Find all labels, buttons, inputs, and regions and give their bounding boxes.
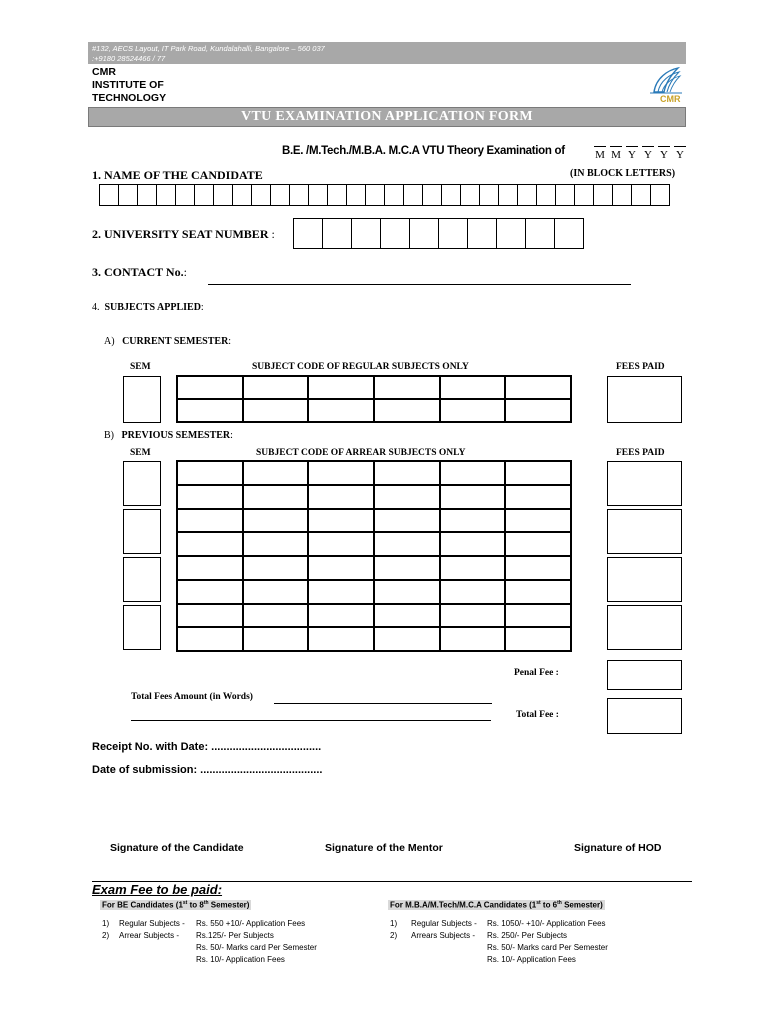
subject-code-cell[interactable] bbox=[177, 580, 243, 604]
letter-cell[interactable] bbox=[574, 184, 594, 206]
letter-cell[interactable] bbox=[650, 184, 670, 206]
letter-cell[interactable] bbox=[498, 184, 518, 206]
be-application-value: Rs. 10/- Application Fees bbox=[196, 955, 285, 964]
cmr-logo bbox=[646, 64, 686, 106]
letter-cell[interactable] bbox=[99, 184, 119, 206]
subject-code-cell[interactable] bbox=[243, 627, 309, 651]
subject-code-cell[interactable] bbox=[440, 580, 506, 604]
subject-code-cell[interactable] bbox=[374, 532, 440, 556]
letter-cell[interactable] bbox=[251, 184, 271, 206]
colon: : bbox=[200, 302, 204, 313]
subject-code-cell[interactable] bbox=[243, 604, 309, 628]
letter-cell[interactable] bbox=[409, 218, 439, 249]
colon: : bbox=[271, 227, 275, 241]
previous-sem-box[interactable] bbox=[123, 509, 161, 554]
subject-code-cell[interactable] bbox=[374, 399, 440, 422]
current-subject-grid[interactable] bbox=[176, 375, 572, 423]
subject-code-cell[interactable] bbox=[177, 604, 243, 628]
letter-cell[interactable] bbox=[289, 184, 309, 206]
mentor-signature: Signature of the Mentor bbox=[325, 842, 443, 854]
letter-cell[interactable] bbox=[554, 218, 584, 249]
phone-line: :+9180 28524466 / 77 bbox=[92, 54, 166, 63]
subject-code-cell[interactable] bbox=[440, 532, 506, 556]
total-words-field[interactable] bbox=[274, 703, 492, 704]
previous-sem-box[interactable] bbox=[123, 461, 161, 506]
current-fees-box[interactable] bbox=[607, 376, 682, 423]
fees-paid-header: FEES PAID bbox=[616, 362, 665, 372]
letter-cell[interactable] bbox=[365, 184, 385, 206]
current-semester-text: CURRENT SEMESTER bbox=[122, 336, 229, 347]
candidate-name-field[interactable] bbox=[100, 184, 670, 206]
subject-code-cell[interactable] bbox=[243, 509, 309, 533]
subject-code-cell[interactable] bbox=[308, 580, 374, 604]
mba-marks-card-value: Rs. 50/- Marks card Per Semester bbox=[487, 943, 608, 952]
receipt-label: Receipt No. with Date: .................................... bbox=[92, 741, 322, 753]
exam-fee-heading: Exam Fee to be paid: bbox=[92, 882, 223, 897]
letter-cell[interactable] bbox=[270, 184, 290, 206]
previous-sem-box[interactable] bbox=[123, 557, 161, 602]
subject-code-cell[interactable] bbox=[177, 485, 243, 509]
be-fee-title: For BE Candidates (1st to 8th Semester) bbox=[102, 900, 250, 910]
colon: : bbox=[228, 336, 232, 347]
arrear-code-header: SUBJECT CODE OF ARREAR SUBJECTS ONLY bbox=[256, 448, 466, 458]
mba-fee-title: For M.B.A/M.Tech/M.C.A Candidates (1st to 6th Semester) bbox=[390, 900, 603, 910]
letter-cell[interactable] bbox=[346, 184, 366, 206]
current-semester-label bbox=[104, 336, 231, 347]
subject-code-cell[interactable] bbox=[243, 399, 309, 422]
mba-row-number: 2) bbox=[390, 931, 398, 940]
letter-cell[interactable] bbox=[293, 218, 323, 249]
subject-code-cell[interactable] bbox=[243, 556, 309, 580]
swan-icon bbox=[646, 64, 686, 96]
institute-line: CMR bbox=[92, 66, 116, 78]
total-fee-box[interactable] bbox=[607, 698, 682, 734]
letter-cell[interactable] bbox=[517, 184, 537, 206]
letter-cell[interactable] bbox=[351, 218, 381, 249]
block-letters-note: (IN BLOCK LETTERS) bbox=[570, 168, 676, 179]
subject-code-cell[interactable] bbox=[505, 580, 571, 604]
arrear-subject-grid[interactable] bbox=[176, 460, 572, 652]
letter-cell[interactable] bbox=[118, 184, 138, 206]
letter-cell[interactable] bbox=[156, 184, 176, 206]
previous-fees-box[interactable] bbox=[607, 461, 682, 506]
subject-code-cell[interactable] bbox=[374, 376, 440, 399]
usn-field[interactable] bbox=[294, 218, 584, 249]
submission-label: Date of submission: ........................................ bbox=[92, 764, 323, 776]
mba-regular-label: Regular Subjects - bbox=[411, 919, 477, 928]
subject-code-cell[interactable] bbox=[308, 399, 374, 422]
logo-text: CMR bbox=[660, 94, 681, 104]
previous-sem-box[interactable] bbox=[123, 605, 161, 650]
fees-paid-header: FEES PAID bbox=[616, 448, 665, 458]
usn-label-text: UNIVERSITY SEAT NUMBER bbox=[104, 227, 269, 241]
previous-fees-box[interactable] bbox=[607, 605, 682, 650]
letter-cell[interactable] bbox=[479, 184, 499, 206]
total-words-field-line2[interactable] bbox=[131, 720, 491, 721]
subject-code-cell[interactable] bbox=[505, 604, 571, 628]
subject-code-cell[interactable] bbox=[440, 485, 506, 509]
date-letter: Y bbox=[642, 146, 654, 161]
letter-cell[interactable] bbox=[194, 184, 214, 206]
subject-code-cell[interactable] bbox=[308, 532, 374, 556]
be-arrear-value: Rs.125/- Per Subjects bbox=[196, 931, 274, 940]
mba-row-number: 1) bbox=[390, 919, 398, 928]
item-number: 1. bbox=[92, 168, 101, 182]
letter-cell[interactable] bbox=[496, 218, 526, 249]
form-title: VTU EXAMINATION APPLICATION FORM bbox=[241, 109, 533, 124]
candidate-signature: Signature of the Candidate bbox=[110, 842, 244, 854]
sem-header: SEM bbox=[130, 448, 151, 458]
subject-code-cell[interactable] bbox=[177, 399, 243, 422]
name-label bbox=[92, 168, 263, 183]
subject-code-cell[interactable] bbox=[308, 461, 374, 485]
item-number: 3. bbox=[92, 265, 101, 279]
contact-field[interactable] bbox=[208, 284, 631, 285]
regular-code-header: SUBJECT CODE OF REGULAR SUBJECTS ONLY bbox=[252, 362, 469, 372]
subject-code-cell[interactable] bbox=[374, 509, 440, 533]
previous-semester-label bbox=[104, 430, 233, 441]
letter-cell[interactable] bbox=[422, 184, 442, 206]
letter-cell[interactable] bbox=[327, 184, 347, 206]
letter-cell[interactable] bbox=[555, 184, 575, 206]
letter-cell[interactable] bbox=[612, 184, 632, 206]
date-letter: M bbox=[610, 146, 622, 161]
letter-cell[interactable] bbox=[213, 184, 233, 206]
letter-cell[interactable] bbox=[460, 184, 480, 206]
subject-code-cell[interactable] bbox=[505, 532, 571, 556]
subject-code-cell[interactable] bbox=[177, 461, 243, 485]
date-letter: Y bbox=[658, 146, 670, 161]
exam-date-field[interactable] bbox=[594, 146, 686, 161]
date-letter: Y bbox=[674, 146, 686, 161]
subject-code-cell[interactable] bbox=[177, 627, 243, 651]
mba-arrear-label: Arrears Subjects - bbox=[411, 931, 476, 940]
subject-code-cell[interactable] bbox=[243, 580, 309, 604]
be-row-number: 1) bbox=[102, 919, 110, 928]
subject-code-cell[interactable] bbox=[505, 376, 571, 399]
letter-cell[interactable] bbox=[525, 218, 555, 249]
subject-code-cell[interactable] bbox=[505, 627, 571, 651]
colon: : bbox=[183, 265, 187, 279]
be-row-number: 2) bbox=[102, 931, 110, 940]
subject-code-cell[interactable] bbox=[505, 509, 571, 533]
be-arrear-label: Arrear Subjects - bbox=[119, 931, 180, 940]
subject-code-cell[interactable] bbox=[440, 556, 506, 580]
contact-label bbox=[92, 265, 187, 280]
subject-code-cell[interactable] bbox=[243, 461, 309, 485]
item-number: 2. bbox=[92, 227, 101, 241]
item-number: 4. bbox=[92, 302, 100, 313]
letter-cell[interactable] bbox=[593, 184, 613, 206]
address-line: #132, AECS Layout, IT Park Road, Kundalahalli, Bangalore – 560 037 bbox=[92, 44, 325, 53]
subjects-label-text: SUBJECTS APPLIED bbox=[104, 302, 201, 313]
total-words-label: Total Fees Amount (in Words) bbox=[131, 692, 253, 702]
total-fee-label: Total Fee : bbox=[516, 710, 559, 720]
mba-regular-value: Rs. 1050/- +10/- Application Fees bbox=[487, 919, 606, 928]
penal-fee-label: Penal Fee : bbox=[514, 668, 559, 678]
subject-code-cell[interactable] bbox=[308, 376, 374, 399]
subject-code-cell[interactable] bbox=[243, 532, 309, 556]
letter-cell[interactable] bbox=[403, 184, 423, 206]
subject-code-cell[interactable] bbox=[374, 627, 440, 651]
subject-code-cell[interactable] bbox=[505, 556, 571, 580]
subject-code-cell[interactable] bbox=[177, 556, 243, 580]
section-prefix: A) bbox=[104, 336, 115, 347]
letter-cell[interactable] bbox=[322, 218, 352, 249]
section-prefix: B) bbox=[104, 430, 114, 441]
exam-line: B.E. /M.Tech./M.B.A. M.C.A VTU Theory Examination of bbox=[282, 145, 565, 157]
letter-cell[interactable] bbox=[308, 184, 328, 206]
letter-cell[interactable] bbox=[380, 218, 410, 249]
contact-label-text: CONTACT No. bbox=[104, 265, 184, 279]
subject-code-cell[interactable] bbox=[177, 532, 243, 556]
be-marks-card-value: Rs. 50/- Marks card Per Semester bbox=[196, 943, 317, 952]
letter-cell[interactable] bbox=[232, 184, 252, 206]
subject-code-cell[interactable] bbox=[505, 461, 571, 485]
subject-code-cell[interactable] bbox=[177, 509, 243, 533]
be-regular-label: Regular Subjects - bbox=[119, 919, 185, 928]
subject-code-cell[interactable] bbox=[374, 604, 440, 628]
current-sem-box[interactable] bbox=[123, 376, 161, 423]
letter-cell[interactable] bbox=[467, 218, 497, 249]
penal-fee-box[interactable] bbox=[607, 660, 682, 690]
subject-code-cell[interactable] bbox=[374, 461, 440, 485]
subject-code-cell[interactable] bbox=[374, 485, 440, 509]
subject-code-cell[interactable] bbox=[440, 627, 506, 651]
be-regular-value: Rs. 550 +10/- Application Fees bbox=[196, 919, 306, 928]
name-label-text: NAME OF THE CANDIDATE bbox=[104, 168, 263, 182]
institute-line: INSTITUTE OF bbox=[92, 79, 164, 91]
letter-cell[interactable] bbox=[631, 184, 651, 206]
mba-arrear-value: Rs. 250/- Per Subjects bbox=[487, 931, 568, 940]
divider bbox=[92, 881, 692, 882]
letter-cell[interactable] bbox=[384, 184, 404, 206]
subject-code-cell[interactable] bbox=[308, 509, 374, 533]
subject-code-cell[interactable] bbox=[440, 604, 506, 628]
institute-line: TECHNOLOGY bbox=[92, 92, 167, 104]
subject-code-cell[interactable] bbox=[308, 604, 374, 628]
date-letter: Y bbox=[626, 146, 638, 161]
previous-fees-box[interactable] bbox=[607, 557, 682, 602]
institute-name bbox=[92, 66, 166, 105]
subject-code-cell[interactable] bbox=[374, 556, 440, 580]
subject-code-cell[interactable] bbox=[374, 580, 440, 604]
subjects-label bbox=[92, 302, 204, 313]
subject-code-cell[interactable] bbox=[243, 376, 309, 399]
letter-cell[interactable] bbox=[438, 218, 468, 249]
letter-cell[interactable] bbox=[137, 184, 157, 206]
previous-fees-box[interactable] bbox=[607, 509, 682, 554]
letter-cell[interactable] bbox=[536, 184, 556, 206]
hod-signature: Signature of HOD bbox=[574, 842, 662, 854]
letter-cell[interactable] bbox=[175, 184, 195, 206]
previous-semester-text: PREVIOUS SEMESTER bbox=[121, 430, 231, 441]
subject-code-cell[interactable] bbox=[308, 485, 374, 509]
subject-code-cell[interactable] bbox=[440, 399, 506, 422]
subject-code-cell[interactable] bbox=[308, 556, 374, 580]
usn-label bbox=[92, 227, 275, 242]
subject-code-cell[interactable] bbox=[440, 509, 506, 533]
subject-code-cell[interactable] bbox=[440, 461, 506, 485]
subject-code-cell[interactable] bbox=[440, 376, 506, 399]
sem-header: SEM bbox=[130, 362, 151, 372]
subject-code-cell[interactable] bbox=[505, 399, 571, 422]
mba-application-value: Rs. 10/- Application Fees bbox=[487, 955, 576, 964]
subject-code-cell[interactable] bbox=[308, 627, 374, 651]
subject-code-cell[interactable] bbox=[505, 485, 571, 509]
date-letter: M bbox=[594, 146, 606, 161]
letter-cell[interactable] bbox=[441, 184, 461, 206]
subject-code-cell[interactable] bbox=[177, 376, 243, 399]
colon: : bbox=[230, 430, 233, 441]
subject-code-cell[interactable] bbox=[243, 485, 309, 509]
